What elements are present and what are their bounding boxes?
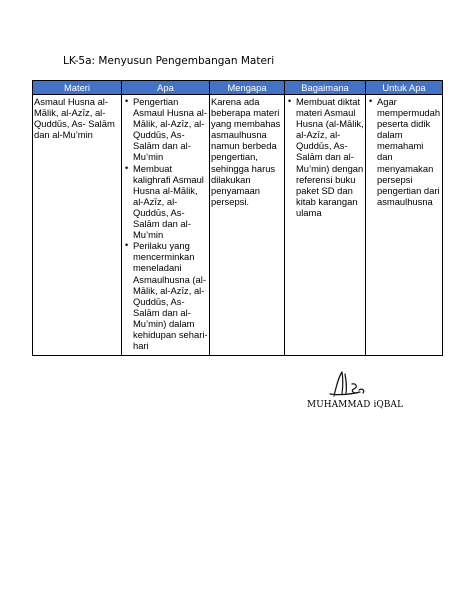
cell-bagaimana (285, 95, 366, 356)
list-item: • Membuat kalighrafi Asmaul Husna al-Mālik, al-Azīz, al-Quddūs, As-Salām dan al-Mu’min (133, 163, 208, 241)
cell-materi: Asmaul Husna al-Mālik, al-Azīz, al-Quddūs, As- Salām dan al-Mu’min (33, 95, 122, 356)
cell-untuk-apa (366, 95, 443, 356)
list-item: • Membuat diktat materi Asmaul Husna (al-Mālik, al-Azīz, al- Quddūs, As-Salām dan al-Mu’min) dengan referensi buku paket SD dan kitab karangan ulama (296, 96, 364, 218)
list-item: • Perilaku yang mencerminkan meneladani Asmaulhusna (al- Mālik, al-Azīz, al- Quddūs, As-Salām dan al-Mu’min) dalam kehidupan sehari-hari (133, 240, 208, 351)
list-item: • Pengertian Asmaul Husna al- Mālik, al-Azīz, al-Quddūs, As-Salām dan al-Mu’min (133, 96, 208, 163)
document-title: LK-5a: Menyusun Pengembangan Materi (63, 55, 275, 67)
signature-name: MUHAMMAD iQBAL (307, 400, 404, 410)
development-table (32, 80, 443, 356)
cell-mengapa: Karena ada beberapa materi yang membahas asmaulhusna namun berbeda pengertian, sehingga harus dilakukan penyamaan persepsi. (210, 95, 285, 356)
header-materi: Materi (33, 81, 122, 95)
header-mengapa: Mengapa (210, 81, 285, 95)
table-header-row (33, 81, 443, 95)
header-apa: Apa (122, 81, 210, 95)
header-untuk-apa: Untuk Apa (366, 81, 443, 95)
table-row (33, 95, 443, 356)
header-bagaimana: Bagaimana (285, 81, 366, 95)
cell-apa (122, 95, 210, 356)
list-item: • Agar mempermudah peserta didik dalam memahami dan menyamakan persepsi pengertian dari asmaulhusna (377, 96, 441, 207)
signature-mark (312, 366, 382, 400)
